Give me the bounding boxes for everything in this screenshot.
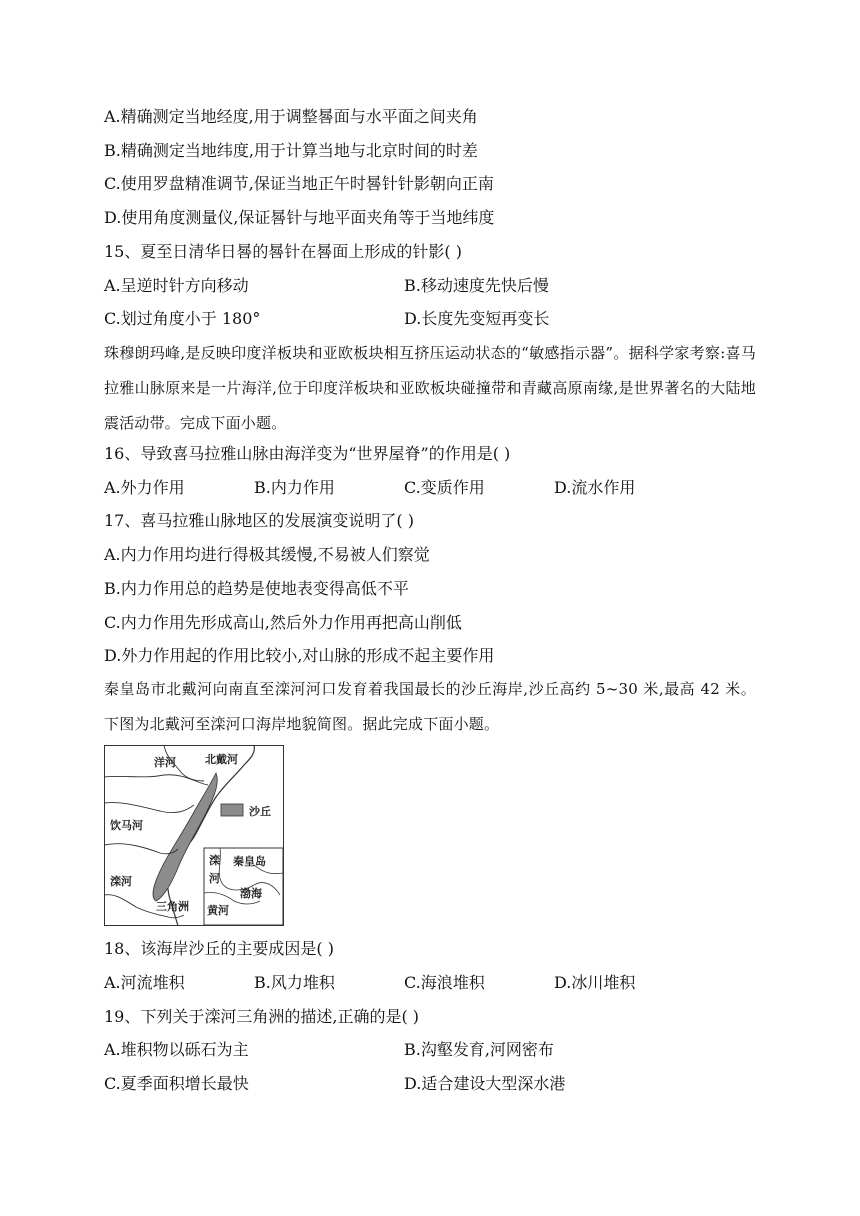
inset-label-bohai: 渤海 <box>240 887 262 900</box>
q16-option-c: C.变质作用 <box>404 478 485 497</box>
label-beidaihe: 北戴河 <box>205 753 238 766</box>
passage-everest: 珠穆朗玛峰,是反映印度洋板块和亚欧板块相互挤压运动状态的“敏感指示器”。据科学家考察:喜马拉雅山脉原来是一片海洋,位于印度洋板块和亚欧板块碰撞带和青藏高原南缘,是世界著名的大陆地震活动带。完成下面小题。 <box>104 344 756 432</box>
q17-stem: 17、喜马拉雅山脉地区的发展演变说明了( ) <box>104 511 414 530</box>
inset-label-qinhuangdao: 秦皇岛 <box>233 855 266 868</box>
q15-option-c: C.划过角度小于 180° <box>104 309 261 328</box>
q16-option-d: D.流水作用 <box>554 478 636 497</box>
q14-option-a: A.精确测定当地经度,用于调整晷面与水平面之间夹角 <box>104 107 478 126</box>
label-delta: 三角洲 <box>156 900 189 913</box>
q14-option-d: D.使用角度测量仪,保证晷针与地平面夹角等于当地纬度 <box>104 208 495 227</box>
q15-option-b: B.移动速度先快后慢 <box>404 276 549 295</box>
q18-option-c: C.海浪堆积 <box>404 973 485 992</box>
q17-option-c: C.内力作用先形成高山,然后外力作用再把高山削低 <box>104 613 462 632</box>
inset-map <box>204 848 283 925</box>
q15-option-a: A.呈逆时针方向移动 <box>104 276 249 295</box>
q18-option-a: A.河流堆积 <box>104 973 185 992</box>
inset-label-huanghe: 黄河 <box>207 904 229 917</box>
label-luanhe: 滦河 <box>110 875 132 888</box>
q14-option-b: B.精确测定当地纬度,用于计算当地与北京时间的时差 <box>104 141 478 160</box>
label-yanghe: 洋河 <box>154 756 176 769</box>
q16-option-a: A.外力作用 <box>104 478 185 497</box>
inset-label-luan: 滦 <box>209 854 220 867</box>
legend-label-dunes: 沙丘 <box>249 805 271 818</box>
q14-option-c: C.使用罗盘精准调节,保证当地正午时晷针针影朝向正南 <box>104 174 494 193</box>
passage-dunes: 秦皇岛市北戴河向南直至滦河河口发育着我国最长的沙丘海岸,沙丘高约 5~30 米,最高 42 米。下图为北戴河至滦河口海岸地貌简图。据此完成下面小题。 <box>104 680 756 733</box>
q18-stem: 18、该海岸沙丘的主要成因是( ) <box>104 939 334 958</box>
q17-option-a: A.内力作用均进行得极其缓慢,不易被人们察觉 <box>104 545 430 564</box>
coastal-landform-map <box>104 745 284 926</box>
label-yinmahe: 饮马河 <box>110 819 143 832</box>
legend-swatch <box>221 804 243 816</box>
q15-stem: 15、夏至日清华日晷的晷针在晷面上形成的针影( ) <box>104 242 462 261</box>
q17-option-b: B.内力作用总的趋势是使地表变得高低不平 <box>104 579 409 598</box>
q19-option-c: C.夏季面积增长最快 <box>104 1074 249 1093</box>
q16-option-b: B.内力作用 <box>254 478 335 497</box>
q15-option-d: D.长度先变短再变长 <box>404 309 550 328</box>
q19-option-a: A.堆积物以砾石为主 <box>104 1040 249 1059</box>
q18-option-b: B.风力堆积 <box>254 973 335 992</box>
q16-stem: 16、导致喜马拉雅山脉由海洋变为“世界屋脊”的作用是( ) <box>104 444 511 463</box>
q18-option-d: D.冰川堆积 <box>554 973 636 992</box>
q17-option-d: D.外力作用起的作用比较小,对山脉的形成不起主要作用 <box>104 646 495 665</box>
q19-option-b: B.沟壑发育,河网密布 <box>404 1040 554 1059</box>
q19-option-d: D.适合建设大型深水港 <box>404 1074 566 1093</box>
q19-stem: 19、下列关于滦河三角洲的描述,正确的是( ) <box>104 1007 420 1026</box>
inset-label-he: 河 <box>209 872 220 885</box>
